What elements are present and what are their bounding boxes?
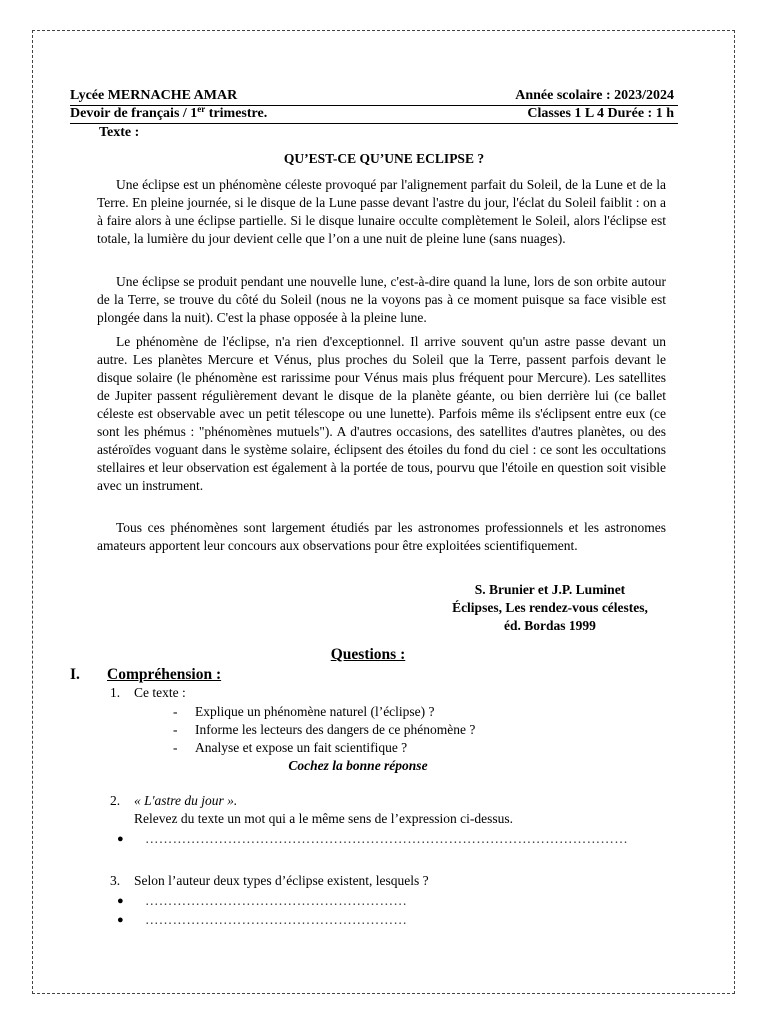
source-citation (400, 581, 700, 635)
q2-bullet: ● (117, 833, 124, 845)
exam-title: Devoir de français / 1er trimestre. (70, 104, 268, 121)
q2-quote: « L'astre du jour ». (134, 793, 238, 808)
paragraph-3: Le phénomène de l'éclipse, n'a rien d'exceptionnel. Il arrive souvent qu'un astre passe devant un autre. Les planètes Mercure et Vénus, plus proches du Soleil que la Terre, passent parfois devant le disque solaire (le phénomène est rarissime pour Vénus mais plus fréquent pour Mercure). Les satellites de Jupiter passent régulièrement devant le disque de la planète géante, ou bien derrière lui (ce ballet céleste est observable avec un petit télescope ou une lunette). Parfois même ils s'éclipsent entre eux (ce sont les phémus : "phénomènes mutuels"). A d'autres occasions, des satellites d'autres planètes, ou des astéroïdes voguant dans le système solaire, éclipsent des étoiles du fond du ciel : ce sont les occultations stellaires et leur observation est également à la portée de tous, pourvu que l'étoile en question soit visible avec un instrument. (97, 334, 666, 493)
class-duration: Classes 1 L 4 Durée : 1 h (527, 106, 674, 121)
school-year: Année scolaire : 2023/2024 (515, 88, 674, 103)
q1-option-2[interactable]: Informe les lecteurs des dangers de ce phénomène ? (195, 722, 476, 737)
q2-number: 2. (110, 793, 121, 808)
source-book: Éclipses, Les rendez-vous célestes, (452, 600, 648, 615)
school-name: Lycée MERNACHE AMAR (70, 88, 238, 103)
section-number: I. (70, 666, 80, 683)
q1-option-1-dash: - (173, 704, 178, 719)
q3-text: Selon l’auteur deux types d’éclipse existent, lesquels ? (134, 873, 429, 888)
q3-number: 3. (110, 873, 121, 888)
q1-instruction: Cochez la bonne réponse (288, 758, 428, 773)
q1-number: 1. (110, 685, 121, 700)
q2-answer-line[interactable]: …………………………………………………………………………………………… (145, 831, 628, 846)
header-row-1 (70, 88, 678, 106)
q3-answer-line-2[interactable]: ………………………………………………… (145, 912, 408, 927)
section-title: Compréhension : (107, 666, 222, 683)
header-row-2 (70, 106, 678, 124)
q1-option-3-dash: - (173, 740, 178, 755)
paragraph-4: Tous ces phénomènes sont largement étudiés par les astronomes professionnels et les astronomes amateurs apportent leur concours aux observations pour être exploitées scientifiquement. (97, 520, 666, 553)
q1-option-2-dash: - (173, 722, 178, 737)
q2-text: Relevez du texte un mot qui a le même sens de l’expression ci-dessus. (134, 811, 514, 826)
q3-bullet-1: ● (117, 895, 124, 907)
source-edition: éd. Bordas 1999 (504, 618, 596, 633)
texte-label: Texte : (99, 125, 140, 140)
page-border (32, 30, 735, 994)
text-title: QU’EST-CE QU’UNE ECLIPSE ? (283, 151, 485, 166)
source-authors: S. Brunier et J.P. Luminet (474, 582, 626, 597)
q1-text: Ce texte : (134, 685, 186, 700)
paragraph-1: Une éclipse est un phénomène céleste provoqué par l'alignement parfait du Soleil, de la Lune et de la Terre. En pleine journée, si le disque de la Lune passe devant l'astre du jour, l'éclat du Soleil faiblit : on a à faire alors à une éclipse partielle. Si le disque lunaire occulte complètement le Soleil, alors l'éclipse est totale, la lumière du jour devient celle que l’on a une nuit de pleine lune (sans nuages). (97, 177, 666, 246)
q3-answer-line-1[interactable]: ………………………………………………… (145, 893, 408, 908)
paragraph-2: Une éclipse se produit pendant une nouvelle lune, c'est-à-dire quand la lune, lors de son orbite autour de la Terre, se trouve du côté du Soleil (nous ne la voyons pas à ce moment puisque sa face visible est plongée dans la nuit). C'est la phase opposée à la pleine lune. (97, 274, 666, 325)
q3-bullet-2: ● (117, 914, 124, 926)
q1-option-1[interactable]: Explique un phénomène naturel (l’éclipse) ? (195, 704, 435, 719)
q1-option-3[interactable]: Analyse et expose un fait scientifique ? (195, 740, 408, 755)
questions-title: Questions : (330, 646, 406, 663)
